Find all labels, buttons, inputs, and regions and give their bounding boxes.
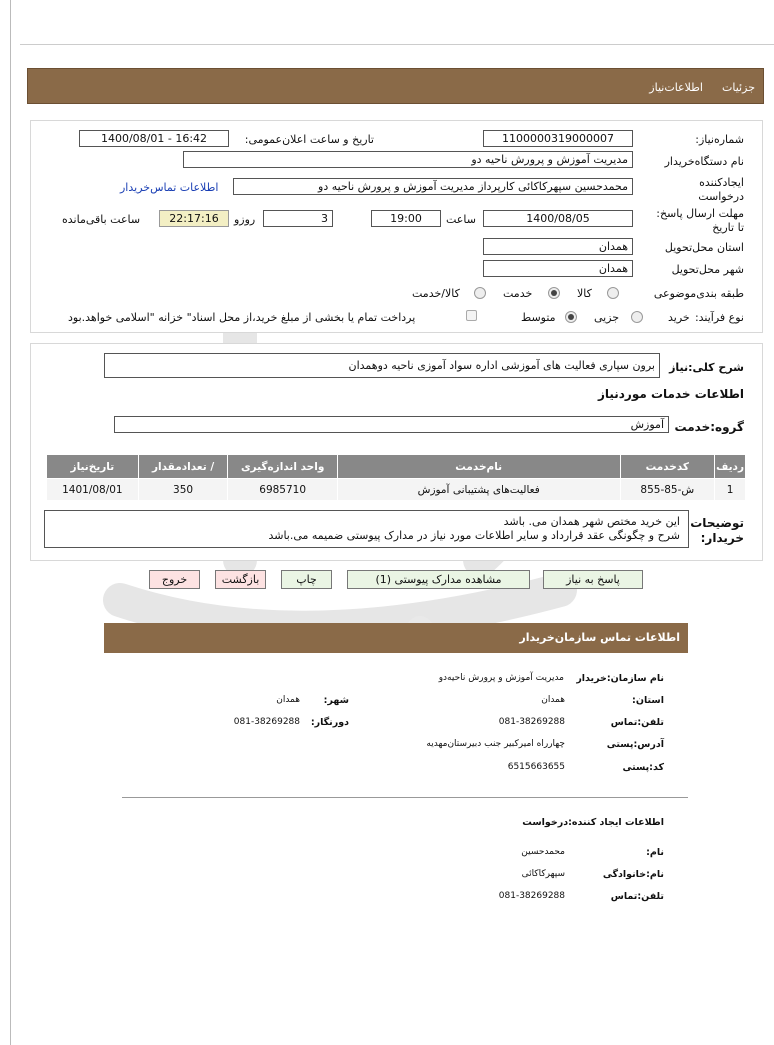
days-label: روزو	[234, 213, 256, 226]
summary-label: شرح کلی:نیاز	[669, 361, 744, 374]
category-option-service-label: خدمت	[503, 287, 533, 300]
cell-unit: 6985710	[228, 479, 337, 501]
contact-fax-label: دورنگار:	[310, 717, 349, 728]
category-goods-radio[interactable]	[607, 287, 619, 299]
cell-quantity: 350	[138, 479, 228, 501]
category-option-both-label: کالا/خدمت	[412, 287, 460, 300]
buyer-notes-label: توضیحات خریدار:	[690, 516, 744, 545]
contact-postal-value: 6515663655	[507, 762, 565, 772]
contact-section-title: اطلاعات تماس سازمان‌خریدار	[519, 631, 680, 644]
buyer-notes-line-2: شرح و چگونگی عقد قرارداد و سایر اطلاعات مورد نیاز در مدارک پیوستی ضمیمه می.باشد	[268, 529, 680, 542]
contact-province-label: استان:	[632, 695, 664, 706]
creator-field: محمدحسین سپهرکاکائی کارپرداز مدیریت آموزش و پرورش ناحیه دو	[233, 178, 633, 195]
need-number-label: شماره‌نیاز:	[695, 133, 744, 146]
tab-need-info[interactable]: اطلاعات‌نیاز	[649, 81, 703, 94]
header-tab-bar	[27, 68, 764, 104]
need-number-field: 1100000319000007	[483, 130, 633, 147]
col-service-name: نام‌خدمت	[337, 455, 620, 479]
category-both-radio[interactable]	[474, 287, 486, 299]
service-group-label: گروه:خدمت	[674, 420, 744, 434]
creator-phone-label: تلفن:تماس	[610, 891, 664, 902]
back-button[interactable]: بازگشت	[215, 570, 266, 589]
col-quantity: / تعدادمقدار	[138, 455, 228, 479]
category-service-radio[interactable]	[548, 287, 560, 299]
deadline-time-label: ساعت	[446, 213, 476, 226]
deadline-date-field: 1400/08/05	[483, 210, 633, 227]
remaining-timer: 22:17:16	[159, 210, 229, 227]
services-title: اطلاعات خدمات موردنیاز	[597, 387, 744, 401]
process-minor-radio[interactable]	[631, 311, 643, 323]
col-unit: واحد اندازه‌گیری	[228, 455, 337, 479]
city-field: همدان	[483, 260, 633, 277]
contact-address-label: آدرس:پستی	[606, 739, 664, 750]
announce-field: 1400/08/01 - 16:42	[79, 130, 229, 147]
contact-section-header	[104, 623, 688, 653]
left-border	[10, 0, 11, 1045]
contact-phone-label: تلفن:تماس	[610, 717, 664, 728]
col-need-date: تاریخ‌نیاز	[47, 455, 139, 479]
summary-field: برون سپاری فعالیت های آموزشی اداره سواد آموزی ناحیه دوهمدان	[104, 353, 660, 378]
buyer-notes-line-1: این خرید مختص شهر همدان می. باشد	[503, 515, 680, 528]
print-button[interactable]: چاپ	[281, 570, 332, 589]
deadline-time-field: 19:00	[371, 210, 441, 227]
creator-name-value: محمدحسین	[521, 847, 565, 857]
contact-phone-value: 081-38269288	[498, 717, 565, 727]
table-row	[47, 479, 746, 501]
process-medium-radio[interactable]	[565, 311, 577, 323]
remaining-label: ساعت باقی‌مانده	[62, 213, 141, 226]
contact-province-value: همدان	[541, 695, 565, 705]
process-medium-label: متوسط	[521, 311, 556, 324]
services-table-header	[47, 455, 746, 479]
process-label: نوع فرآیند:	[694, 311, 744, 324]
top-divider	[20, 44, 774, 45]
creator-family-value: سپهرکاکائی	[521, 869, 565, 879]
cell-service-code: ش-85-855	[620, 479, 715, 501]
cell-service-name: فعالیت‌های پشتیبانی آموزش	[337, 479, 620, 501]
days-field: 3	[263, 210, 333, 227]
exit-button[interactable]: خروج	[149, 570, 200, 589]
view-docs-button[interactable]: مشاهده مدارک پیوستی (1)	[347, 570, 530, 589]
cell-need-date: 1401/08/01	[47, 479, 139, 501]
city-label: شهر محل‌تحویل	[671, 263, 744, 276]
category-label: طبقه بندی‌موضوعی	[653, 287, 744, 300]
buyer-org-field: مدیریت آموزش و پرورش ناحیه دو	[183, 151, 633, 168]
org-name-value: مدیریت آموزش و پرورش ناحیه‌دو	[438, 673, 564, 683]
treasury-payment-checkbox[interactable]	[466, 310, 477, 321]
service-group-field: آموزش	[114, 416, 669, 433]
creator-label: ایجادکننده درخواست	[698, 176, 744, 203]
services-table	[46, 454, 746, 501]
treasury-payment-note: پرداخت تمام یا بخشی از مبلغ خرید،از محل اسناد" خزانه "اسلامی خواهد.بود	[68, 311, 416, 324]
province-label: استان محل‌تحویل	[664, 241, 744, 254]
buyer-notes-box	[44, 510, 689, 548]
cell-row: 1	[715, 479, 746, 501]
creator-section-title: اطلاعات ایجاد کننده:درخواست	[522, 817, 664, 828]
category-option-goods-label: کالا	[577, 287, 592, 300]
process-buy-label: خرید	[668, 311, 690, 324]
contact-fax-value: 081-38269288	[233, 717, 300, 727]
deadline-label: مهلت ارسال پاسخ: تا تاریخ	[656, 207, 744, 234]
buyer-contact-link[interactable]: اطلاعات تماس‌خریدار	[120, 181, 219, 194]
creator-name-label: نام:	[646, 847, 664, 858]
col-row: ردیف	[715, 455, 746, 479]
creator-phone-value: 081-38269288	[498, 891, 565, 901]
process-minor-label: جزیی	[594, 311, 620, 324]
buyer-org-label: نام دستگاه‌خریدار	[664, 155, 744, 168]
contact-postal-label: کد:پستی	[622, 762, 664, 773]
tab-details[interactable]: جزئیات	[722, 81, 755, 94]
contact-address-value: چهارراه امیرکبیر جنب دبیرستان‌مهدیه	[426, 739, 565, 749]
announce-label: تاریخ و ساعت اعلان‌عمومی:	[244, 133, 374, 146]
contact-divider	[122, 797, 688, 798]
contact-city-label: شهر:	[323, 695, 349, 706]
creator-family-label: نام:خانوادگی	[602, 869, 664, 880]
contact-city-value: همدان	[276, 695, 300, 705]
col-service-code: کدخدمت	[620, 455, 715, 479]
province-field: همدان	[483, 238, 633, 255]
org-name-label: نام سازمان:خریدار	[576, 673, 664, 684]
reply-button[interactable]: پاسخ به نیاز	[543, 570, 643, 589]
